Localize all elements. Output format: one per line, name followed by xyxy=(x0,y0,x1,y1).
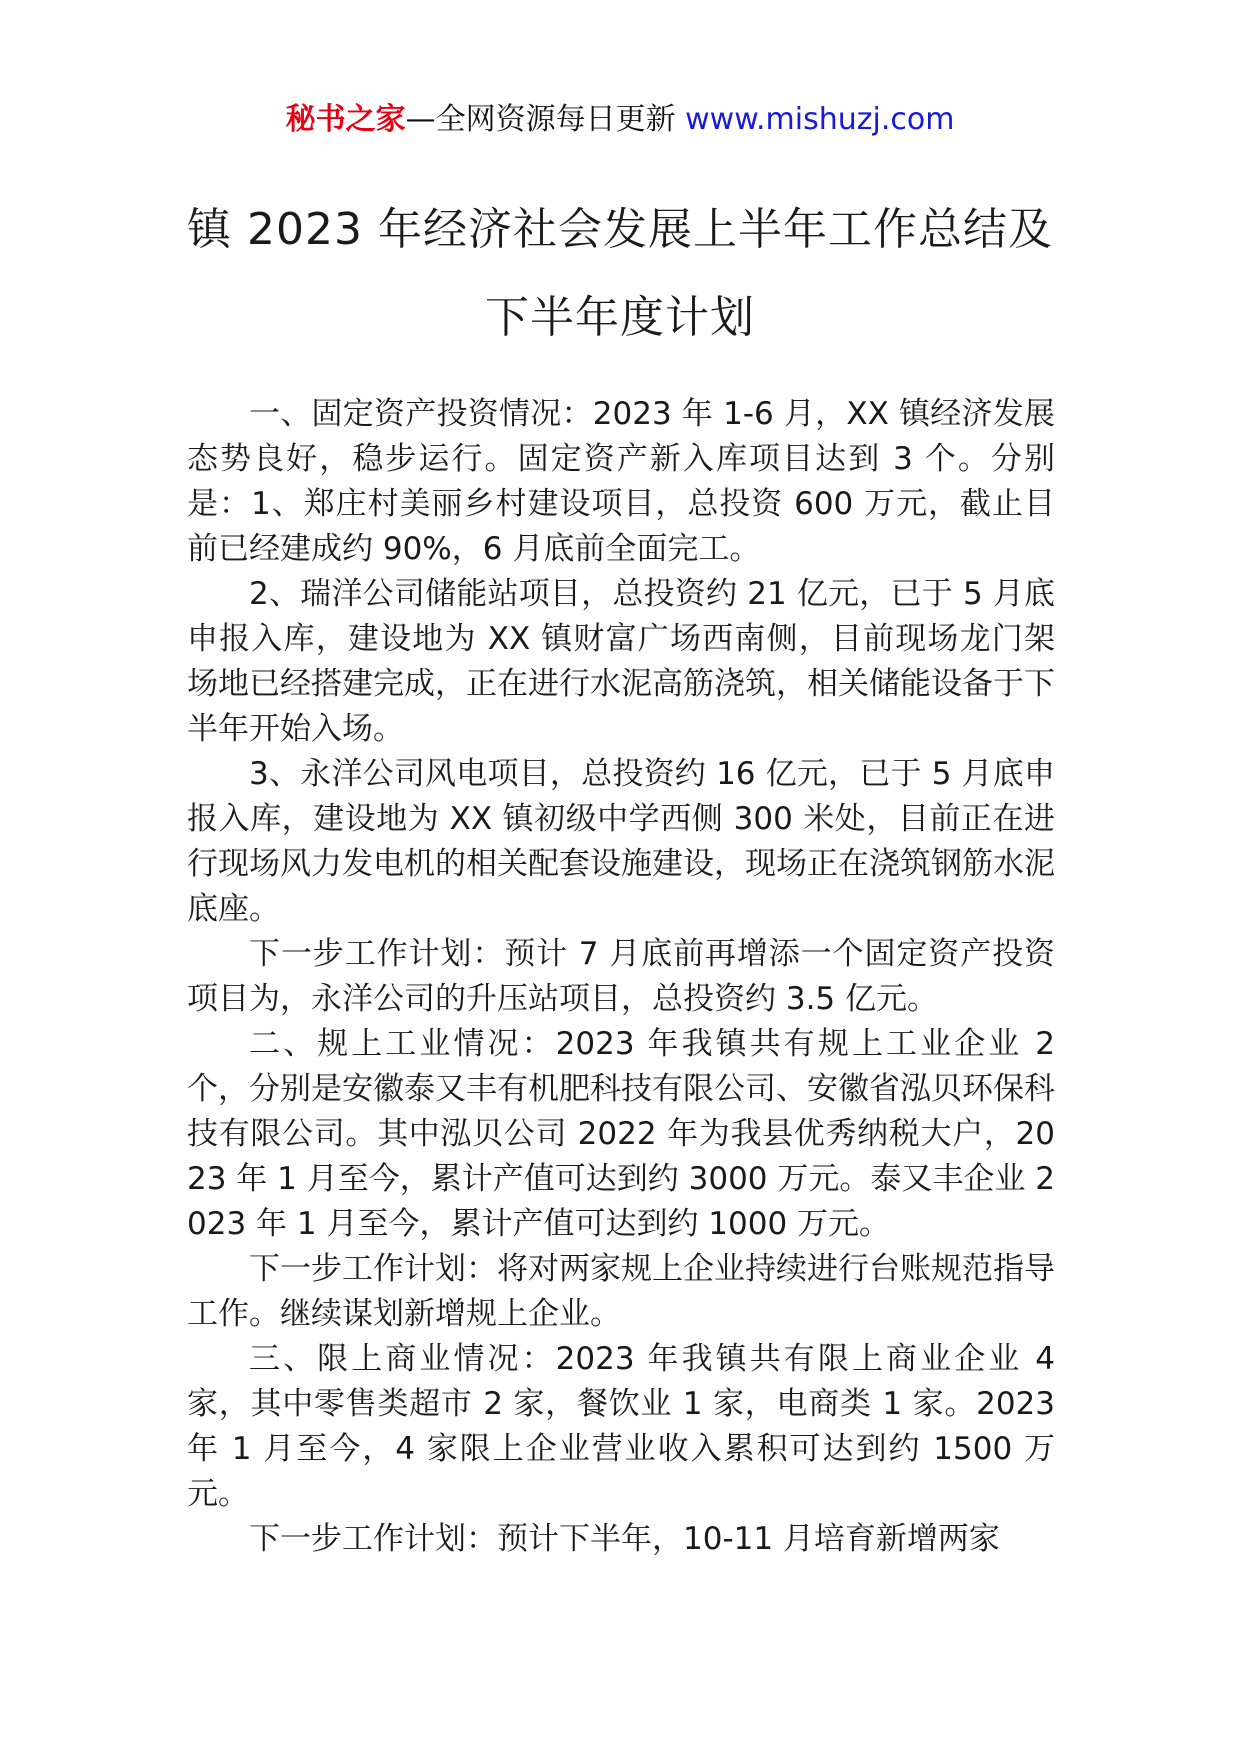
header-slogan: —全网资源每日更新 xyxy=(405,102,676,137)
brand-name: 秘书之家 xyxy=(285,102,406,137)
site-header xyxy=(0,100,1240,140)
site-url-link[interactable]: www.mishuzj.com xyxy=(685,102,955,137)
paragraph-industry: 二、规上工业情况：2023 年我镇共有规上工业企业 2 个，分别是安徽泰又丰有机肥科技有限公司、安徽省泓贝环保科技有限公司。其中泓贝公司 2022 年为我县优秀纳税大户，2023 年 1 月至今，累计产值可达到约 3000 万元。泰又丰企业 2023 年 1 月至今，累计产值可达到约 1000 万元。 xyxy=(187,1026,1055,1242)
paragraph-commerce: 三、限上商业情况：2023 年我镇共有限上商业企业 4 家，其中零售类超市 2 家，餐饮业 1 家，电商类 1 家。2023 年 1 月至今，4 家限上企业营业收入累积可达到约 1500 万元。 xyxy=(187,1341,1055,1512)
paragraph-ruiyang-project: 2、瑞洋公司储能站项目，总投资约 21 亿元，已于 5 月底申报入库，建设地为 XX 镇财富广场西南侧，目前现场龙门架场地已经搭建完成，正在进行水泥高筋浇筑，相关储能设备于下半年开始入场。 xyxy=(187,576,1055,747)
paragraph-yongyang-project: 3、永洋公司风电项目，总投资约 16 亿元，已于 5 月底申报入库，建设地为 XX 镇初级中学西侧 300 米处，目前正在进行现场风力发电机的相关配套设施建设，现场正在浇筑钢筋水泥底座。 xyxy=(187,756,1055,927)
title-line-1: 镇 2023 年经济社会发展上半年工作总结及 xyxy=(187,204,1053,255)
paragraph-investment-plan: 下一步工作计划：预计 7 月底前再增添一个固定资产投资项目为，永洋公司的升压站项目，总投资约 3.5 亿元。 xyxy=(187,936,1055,1017)
paragraph-commerce-plan: 下一步工作计划：预计下半年，10-11 月培育新增两家 xyxy=(249,1521,1000,1557)
document-title xyxy=(150,186,1090,362)
paragraph-industry-plan: 下一步工作计划：将对两家规上企业持续进行台账规范指导工作。继续谋划新增规上企业。 xyxy=(187,1251,1055,1332)
title-line-2: 下半年度计划 xyxy=(485,292,755,343)
paragraph-fixed-asset-investment: 一、固定资产投资情况：2023 年 1-6 月，XX 镇经济发展态势良好，稳步运行。固定资产新入库项目达到 3 个。分别是：1、郑庄村美丽乡村建设项目，总投资 600 万元，截止目前已经建成约 90%，6 月底前全面完工。 xyxy=(187,396,1055,567)
document-body xyxy=(187,392,1055,1562)
